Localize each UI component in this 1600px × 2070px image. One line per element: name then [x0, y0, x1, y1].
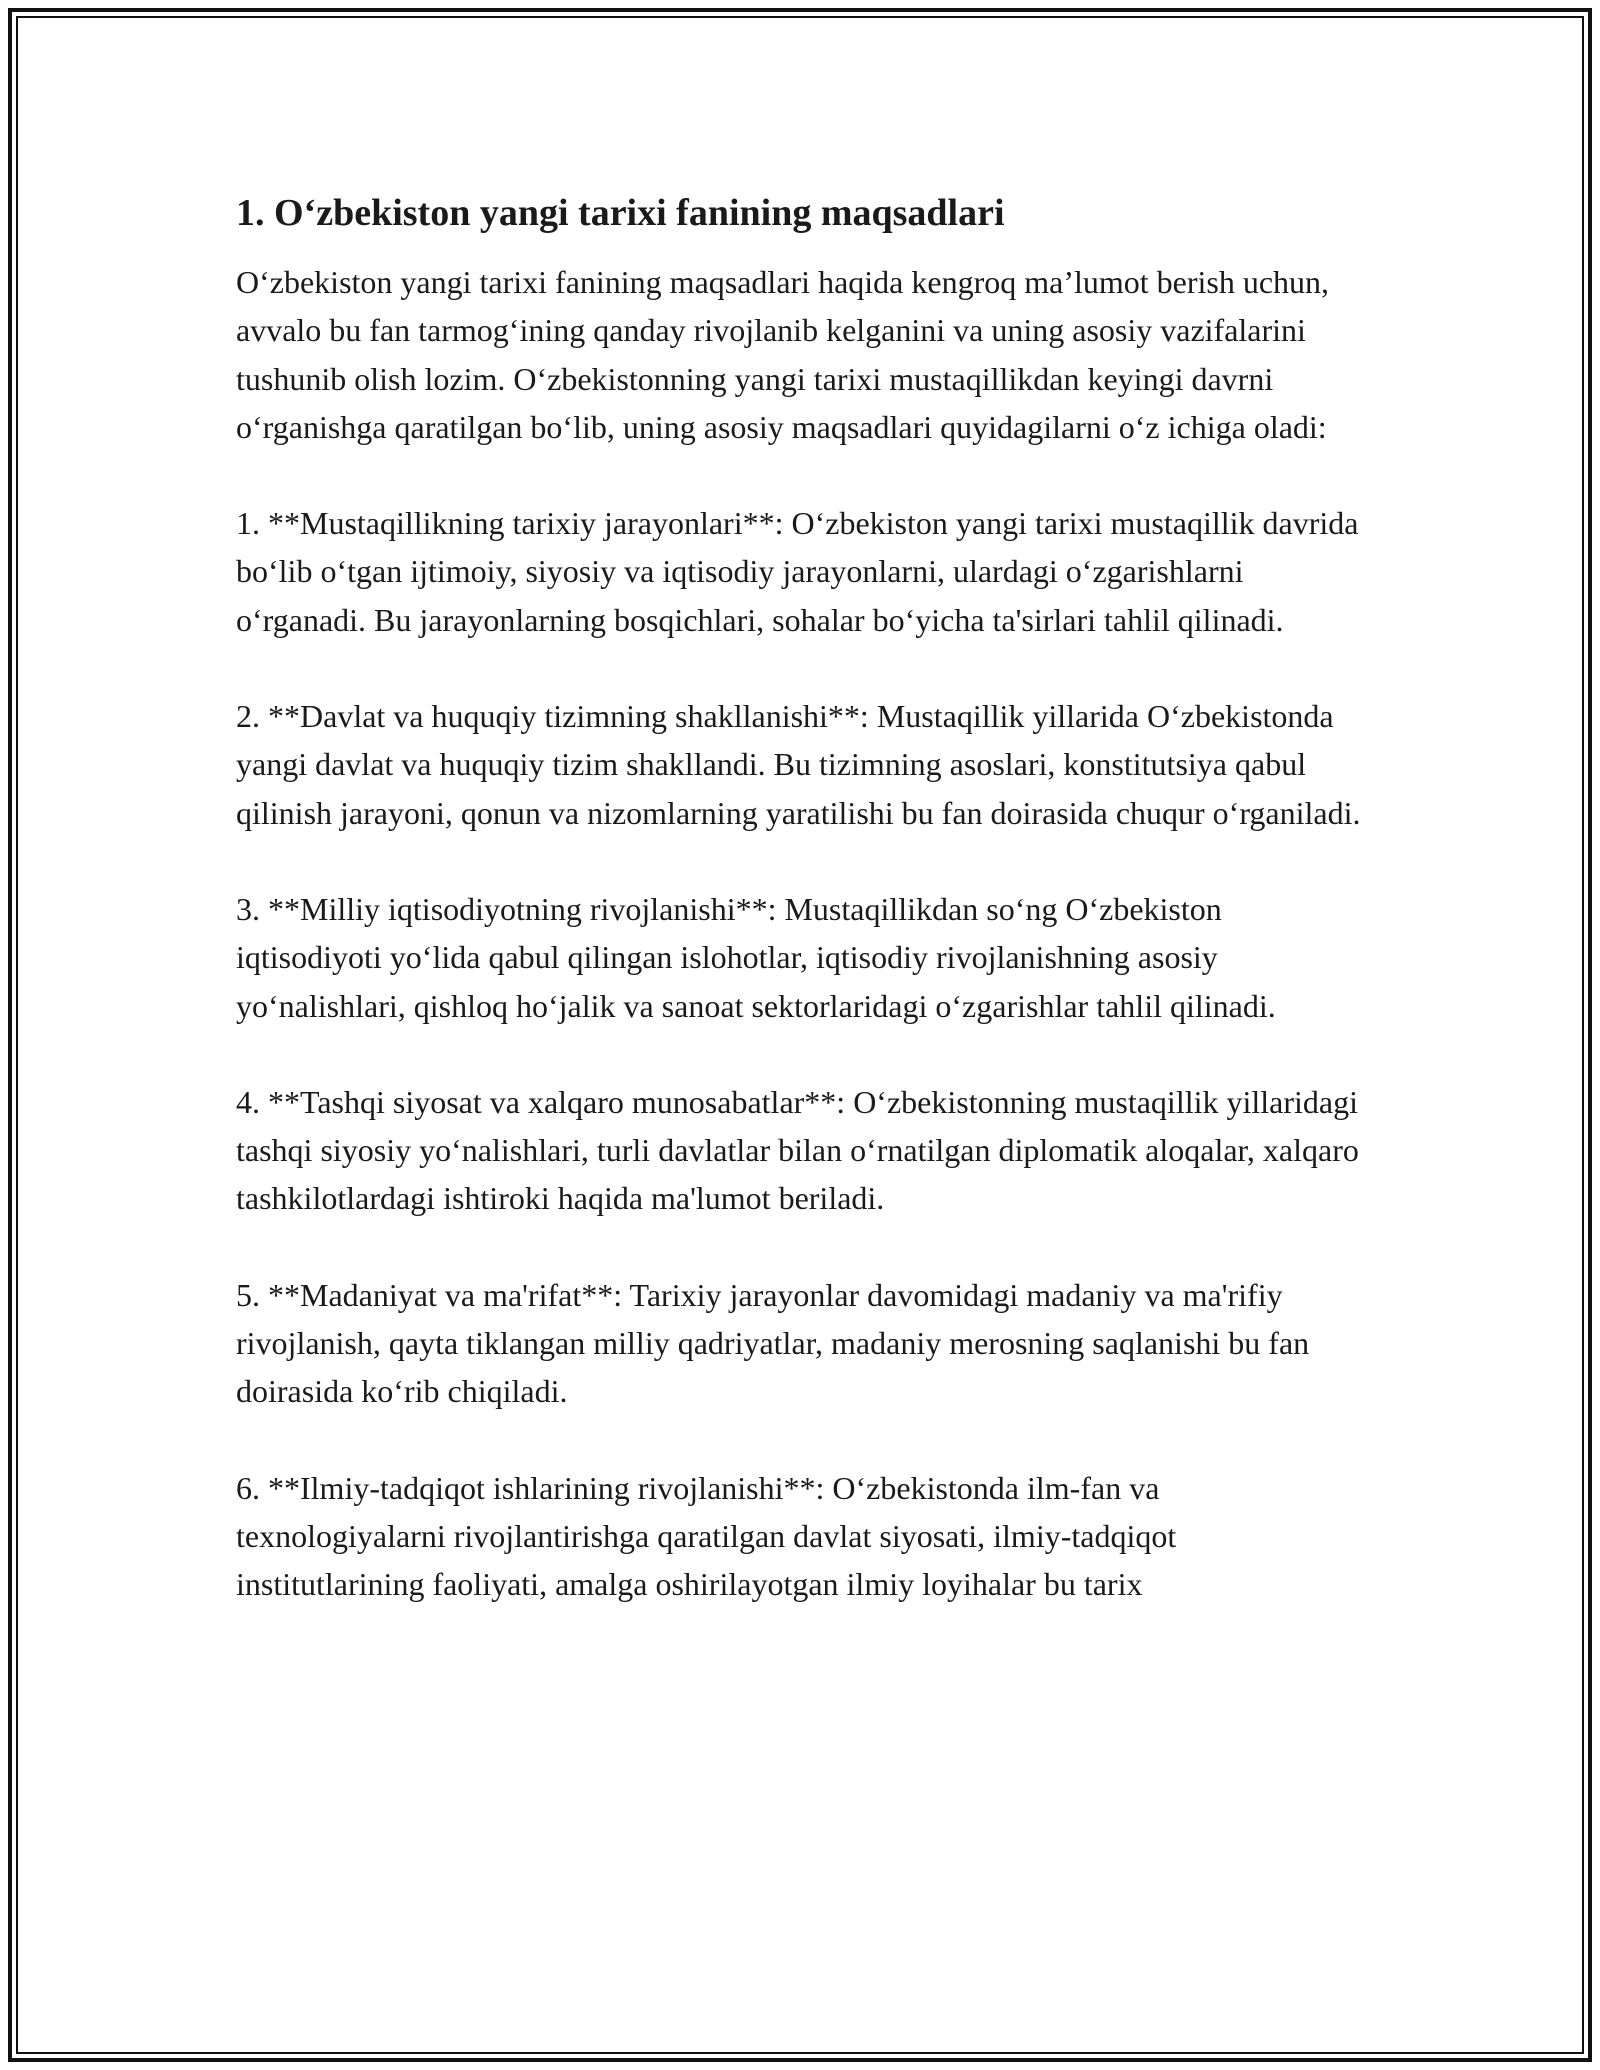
- list-item-paragraph: 2. **Davlat va huquqiy tizimning shakllanishi**: Mustaqillik yillarida O‘zbekistonda yangi davlat va huquqiy tizim shakllandi. Bu tizimning asoslari, konstitutsiya qabul qilinish jarayoni, qonun va nizomlarning yaratilishi bu fan doirasida chuqur o‘rganiladi.: [236, 698, 1361, 831]
- section-heading: 1. O‘zbekiston yangi tarixi fanining maqsadlari: [236, 192, 1005, 234]
- list-item-paragraph: 4. **Tashqi siyosat va xalqaro munosabatlar**: O‘zbekistonning mustaqillik yillaridagi tashqi siyosiy yo‘nalishlari, turli davlatlar bilan o‘rnatilgan diplomatik aloqalar, xalqaro tashkilotlardagi ishtiroki haqida ma'lumot beriladi.: [236, 1083, 1359, 1217]
- list-item-paragraph: 1. **Mustaqillikning tarixiy jarayonlari**: O‘zbekiston yangi tarixi mustaqillik davrida bo‘lib o‘tgan ijtimoiy, siyosiy va iqtisodiy jarayonlarni, ulardagi o‘zgarishlarni o‘rganadi. Bu jarayonlarning bosqichlari, sohalar bo‘yicha ta'sirlari tahlil qilinadi.: [236, 505, 1359, 638]
- document-body: [236, 186, 1371, 1609]
- intro-paragraph: O‘zbekiston yangi tarixi fanining maqsadlari haqida kengroq ma’lumot berish uchun, avvalo bu fan tarmog‘ining qanday rivojlanib kelganini va uning asosiy vazifalarini tushunib olish lozim. O‘zbekistonning yangi tarixi mustaqillikdan keyingi davrni o‘rganishga qaratilgan bo‘lib, uning asosiy maqsadlari quyidagilarni o‘z ichiga oladi:: [236, 264, 1330, 445]
- list-item-paragraph: 6. **Ilmiy-tadqiqot ishlarining rivojlanishi**: O‘zbekistonda ilm-fan va texnologiyalarni rivojlantirishga qaratilgan davlat siyosati, ilmiy-tadqiqot institutlarining faoliyati, amalga oshirilayotgan ilmiy loyihalar bu tarix: [236, 1469, 1177, 1603]
- list-item-paragraph: 3. **Milliy iqtisodiyotning rivojlanishi**: Mustaqillikdan so‘ng O‘zbekiston iqtisodiyoti yo‘lida qabul qilingan islohotlar, iqtisodiy rivojlanishning asosiy yo‘nalishlari, qishloq ho‘jalik va sanoat sektorlaridagi o‘zgarishlar tahlil qilinadi.: [236, 890, 1276, 1024]
- list-item-paragraph: 5. **Madaniyat va ma'rifat**: Tarixiy jarayonlar davomidagi madaniy va ma'rifiy rivojlanish, qayta tiklangan milliy qadriyatlar, madaniy merosning saqlanishi bu fan doirasida ko‘rib chiqiladi.: [236, 1276, 1310, 1410]
